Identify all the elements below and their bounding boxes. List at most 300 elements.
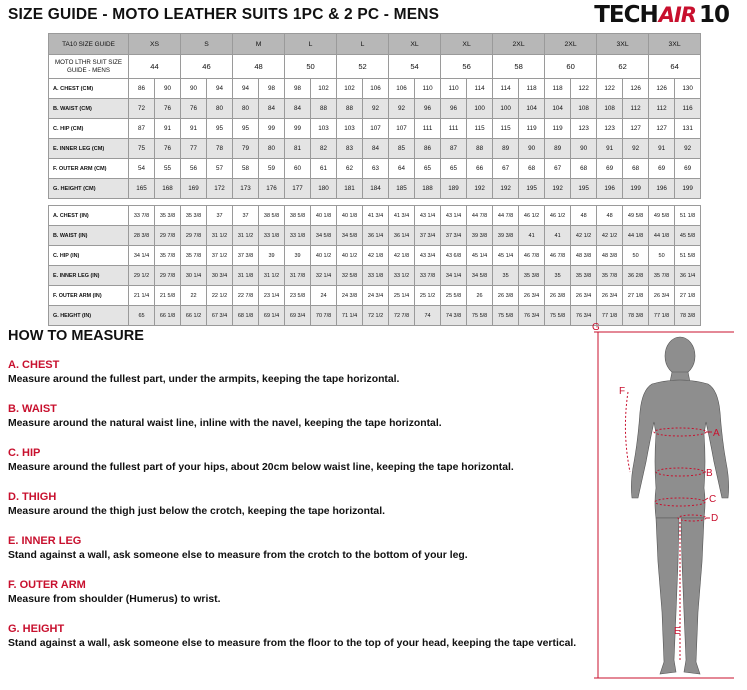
table-cell: 114	[467, 79, 493, 99]
suit-size-cell: 50	[285, 55, 337, 79]
table-cell: 96	[441, 99, 467, 119]
table-cell: 118	[519, 79, 545, 99]
table-cell: 108	[571, 99, 597, 119]
suit-size-cell: 46	[181, 55, 233, 79]
suit-size-cell: 44	[129, 55, 181, 79]
table-cell: 115	[467, 119, 493, 139]
table-cell: 196	[649, 179, 675, 199]
table-cell: 37	[233, 206, 259, 226]
table-cell: 95	[207, 119, 233, 139]
table-cell: 106	[363, 79, 389, 99]
suit-size-cell: 56	[441, 55, 493, 79]
table-cell: 26 3/4	[571, 286, 597, 306]
table-cell: 40 1/8	[311, 206, 337, 226]
table-cell: 192	[467, 179, 493, 199]
table-cell: 68 1/8	[233, 306, 259, 326]
label-c: C	[709, 494, 717, 505]
table-cell: 91	[181, 119, 207, 139]
table-cell: 29 7/8	[155, 266, 181, 286]
table-cell: 35 7/8	[181, 246, 207, 266]
page-title: SIZE GUIDE - MOTO LEATHER SUITS 1PC & 2 PC - MENS	[8, 6, 440, 23]
table-cell: 42 1/8	[363, 246, 389, 266]
table-cell: 33 1/8	[363, 266, 389, 286]
body-measurement-figure	[592, 322, 742, 688]
table-cell: 37	[207, 206, 233, 226]
logo-air: AIR	[658, 3, 696, 27]
table-cell: 35 7/8	[155, 246, 181, 266]
table-row	[49, 266, 701, 286]
table-cell: 55	[155, 159, 181, 179]
table-cell: 77	[181, 139, 207, 159]
table-cell: 76 3/4	[519, 306, 545, 326]
table-row	[49, 159, 701, 179]
table-cell: 184	[363, 179, 389, 199]
tech-air-10-logo	[594, 1, 729, 29]
table-cell: 35 3/8	[181, 206, 207, 226]
size-header-cell: 2XL	[493, 34, 545, 55]
measure-title: C. HIP	[8, 447, 41, 459]
suit-size-cell: 62	[597, 55, 649, 79]
table-cell: 76	[181, 99, 207, 119]
table-cell: 108	[597, 99, 623, 119]
table-cell: 31 7/8	[285, 266, 311, 286]
table-cell: 36 2/8	[623, 266, 649, 286]
table-cell: 49 5/8	[623, 206, 649, 226]
table-cell: 36 1/4	[675, 266, 701, 286]
table-cell: 67 3/4	[207, 306, 233, 326]
measure-item-chest	[8, 359, 598, 403]
table-cell: 60	[285, 159, 311, 179]
table-cell: 102	[311, 79, 337, 99]
suit-size-cell: 48	[233, 55, 285, 79]
table-cell: 25 1/4	[389, 286, 415, 306]
table-cell: 127	[623, 119, 649, 139]
table-cell: 40 1/2	[337, 246, 363, 266]
label-b: B	[706, 468, 713, 479]
table-cell: 88	[467, 139, 493, 159]
table-cell: 91	[155, 119, 181, 139]
table-cell: 98	[285, 79, 311, 99]
table-cell: 78 3/8	[675, 306, 701, 326]
table-cell: 199	[675, 179, 701, 199]
table-cell: 33 1/8	[259, 226, 285, 246]
table-cell: 78 3/8	[623, 306, 649, 326]
table-cell: 50	[623, 246, 649, 266]
table-cell: 119	[519, 119, 545, 139]
table-cell: 65	[441, 159, 467, 179]
size-header-cell: S	[181, 34, 233, 55]
table-cell: 100	[467, 99, 493, 119]
size-header-cell: 3XL	[649, 34, 701, 55]
table-cell: 61	[311, 159, 337, 179]
table-cell: 76 3/4	[571, 306, 597, 326]
table-cell: 106	[389, 79, 415, 99]
table-cell: 90	[571, 139, 597, 159]
logo-tech: TECH	[594, 2, 658, 28]
table-cell: 59	[259, 159, 285, 179]
row-label: F. OUTER ARM (IN)	[49, 286, 129, 306]
table-cell: 44 7/8	[467, 206, 493, 226]
table-cell: 122	[571, 79, 597, 99]
table-cell: 21 1/4	[129, 286, 155, 306]
measure-text: Measure around the thigh just below the crotch, keeping the tape horizontal.	[8, 506, 385, 517]
table-cell: 26 3/4	[649, 286, 675, 306]
table-cell: 69	[675, 159, 701, 179]
table-cell: 192	[493, 179, 519, 199]
table-cell: 104	[519, 99, 545, 119]
table-cell: 36 1/4	[389, 226, 415, 246]
table-cell: 85	[389, 139, 415, 159]
table-cell: 196	[597, 179, 623, 199]
table-cell: 26	[467, 286, 493, 306]
table-cell: 58	[233, 159, 259, 179]
table-cell: 69	[597, 159, 623, 179]
table-cell: 110	[415, 79, 441, 99]
table-cell: 24	[311, 286, 337, 306]
table-cell: 87	[129, 119, 155, 139]
table-cell: 80	[233, 99, 259, 119]
size-header-cell: M	[233, 34, 285, 55]
table-cell: 34 5/8	[337, 226, 363, 246]
table-cell: 102	[337, 79, 363, 99]
table-row	[49, 246, 701, 266]
table-cell: 131	[675, 119, 701, 139]
table-cell: 48 3/8	[597, 246, 623, 266]
table-cell: 29 1/2	[129, 266, 155, 286]
table-cell: 195	[519, 179, 545, 199]
table-cell: 68	[623, 159, 649, 179]
table-cell: 86	[129, 79, 155, 99]
table-cell: 33 1/8	[285, 226, 311, 246]
table-cell: 107	[389, 119, 415, 139]
table-cell: 180	[311, 179, 337, 199]
size-table	[48, 33, 701, 326]
table-cell: 67	[545, 159, 571, 179]
table-cell: 99	[285, 119, 311, 139]
measure-item-waist	[8, 403, 598, 447]
table-cell: 45 1/4	[493, 246, 519, 266]
table-cell: 46 1/2	[545, 206, 571, 226]
measure-text: Measure around the natural waist line, inline with the navel, keeping the tape horizontal.	[8, 418, 442, 429]
size-header-cell: L	[337, 34, 389, 55]
table-cell: 103	[311, 119, 337, 139]
table-cell: 72 1/2	[363, 306, 389, 326]
measure-title: E. INNER LEG	[8, 535, 82, 547]
table-cell: 22	[181, 286, 207, 306]
table-cell: 72 7/8	[389, 306, 415, 326]
table-row	[49, 226, 701, 246]
table-cell: 96	[415, 99, 441, 119]
table-cell: 88	[311, 99, 337, 119]
table-cell: 44 1/8	[623, 226, 649, 246]
table-cell: 44 1/8	[649, 226, 675, 246]
table-cell: 98	[259, 79, 285, 99]
measure-text: Measure around the fullest part, under the armpits, keeping the tape horizontal.	[8, 374, 400, 385]
table-cell: 86	[415, 139, 441, 159]
table-row	[49, 206, 701, 226]
table-cell: 72	[129, 99, 155, 119]
table-cell: 39	[259, 246, 285, 266]
table-cell: 43 3/4	[415, 246, 441, 266]
table-cell: 192	[545, 179, 571, 199]
table-cell: 43 1/4	[415, 206, 441, 226]
table-cell: 100	[493, 99, 519, 119]
table-cell: 92	[623, 139, 649, 159]
row-label: G. HEIGHT (CM)	[49, 179, 129, 199]
table-cell: 67	[493, 159, 519, 179]
table-cell: 41	[545, 226, 571, 246]
table-cell: 65	[415, 159, 441, 179]
table-cell: 27 1/8	[675, 286, 701, 306]
table-cell: 76	[155, 139, 181, 159]
table-cell: 26 3/8	[545, 286, 571, 306]
table-cell: 39 3/8	[493, 226, 519, 246]
table-cell: 35 3/8	[155, 206, 181, 226]
table-cell: 77 1/8	[597, 306, 623, 326]
table-cell: 89	[493, 139, 519, 159]
table-cell: 26 3/4	[597, 286, 623, 306]
table-cell: 112	[623, 99, 649, 119]
table-cell: 75 5/8	[545, 306, 571, 326]
measure-text: Measure from shoulder (Humerus) to wrist.	[8, 594, 221, 605]
table-cell: 114	[493, 79, 519, 99]
size-guide-header-label: TA10 SIZE GUIDE	[49, 34, 129, 55]
table-cell: 38 5/8	[285, 206, 311, 226]
table-cell: 126	[649, 79, 675, 99]
table-cell: 35 3/8	[519, 266, 545, 286]
label-d: D	[711, 513, 719, 524]
table-cell: 31 1/2	[207, 226, 233, 246]
table-cell: 91	[649, 139, 675, 159]
table-cell: 71 1/4	[337, 306, 363, 326]
table-row	[49, 79, 701, 99]
table-cell: 181	[337, 179, 363, 199]
table-spacer	[49, 199, 701, 206]
size-header-cell: 2XL	[545, 34, 597, 55]
row-label: C. HIP (IN)	[49, 246, 129, 266]
size-header-cell: XL	[441, 34, 493, 55]
table-cell: 83	[337, 139, 363, 159]
table-cell: 40 1/2	[311, 246, 337, 266]
table-row	[49, 99, 701, 119]
table-cell: 30 1/4	[181, 266, 207, 286]
table-cell: 118	[545, 79, 571, 99]
table-cell: 76	[155, 99, 181, 119]
table-cell: 99	[259, 119, 285, 139]
table-cell: 37 3/8	[233, 246, 259, 266]
measure-title: A. CHEST	[8, 359, 60, 371]
table-cell: 68	[519, 159, 545, 179]
table-cell: 119	[545, 119, 571, 139]
table-cell: 27 1/8	[623, 286, 649, 306]
table-cell: 35 3/8	[571, 266, 597, 286]
table-row	[49, 286, 701, 306]
table-cell: 168	[155, 179, 181, 199]
table-cell: 92	[675, 139, 701, 159]
table-cell: 81	[285, 139, 311, 159]
table-cell: 195	[571, 179, 597, 199]
table-cell: 46 7/8	[519, 246, 545, 266]
size-header-cell: 3XL	[597, 34, 649, 55]
table-cell: 75 5/8	[467, 306, 493, 326]
table-cell: 66	[467, 159, 493, 179]
measure-title: G. HEIGHT	[8, 623, 65, 635]
table-cell: 48 3/8	[571, 246, 597, 266]
table-cell: 199	[623, 179, 649, 199]
table-cell: 24 3/8	[337, 286, 363, 306]
table-cell: 94	[233, 79, 259, 99]
table-cell: 84	[363, 139, 389, 159]
table-cell: 35 7/8	[597, 266, 623, 286]
table-cell: 48	[597, 206, 623, 226]
table-cell: 84	[285, 99, 311, 119]
table-cell: 32 1/4	[311, 266, 337, 286]
suit-size-label: MOTO LTHR SUIT SIZE GUIDE - MENS	[49, 55, 129, 79]
table-cell: 94	[207, 79, 233, 99]
label-e: E	[674, 626, 681, 637]
table-cell: 56	[181, 159, 207, 179]
table-cell: 42 1/2	[597, 226, 623, 246]
table-cell: 91	[597, 139, 623, 159]
row-label: G. HEIGHT (IN)	[49, 306, 129, 326]
table-cell: 112	[649, 99, 675, 119]
table-cell: 69 1/4	[259, 306, 285, 326]
table-cell: 89	[545, 139, 571, 159]
table-cell: 31 1/8	[233, 266, 259, 286]
table-cell: 26 3/8	[493, 286, 519, 306]
logo-ten: 10	[698, 2, 729, 28]
table-cell: 66 1/8	[155, 306, 181, 326]
table-cell: 90	[519, 139, 545, 159]
table-cell: 28 3/8	[129, 226, 155, 246]
table-cell: 51 5/8	[675, 246, 701, 266]
table-cell: 107	[363, 119, 389, 139]
table-cell: 177	[285, 179, 311, 199]
table-cell: 45 5/8	[675, 226, 701, 246]
measure-text: Stand against a wall, ask someone else to measure from the crotch to the bottom of your leg.	[8, 550, 468, 561]
table-cell: 95	[233, 119, 259, 139]
table-cell: 77 1/8	[649, 306, 675, 326]
table-cell: 63	[363, 159, 389, 179]
table-cell: 68	[571, 159, 597, 179]
table-cell: 49 5/8	[649, 206, 675, 226]
table-cell: 189	[441, 179, 467, 199]
table-cell: 46 1/2	[519, 206, 545, 226]
spacer-cell	[49, 199, 701, 206]
table-cell: 70 7/8	[311, 306, 337, 326]
table-cell: 90	[181, 79, 207, 99]
table-cell: 23 1/4	[259, 286, 285, 306]
table-cell: 92	[363, 99, 389, 119]
table-cell: 51 1/8	[675, 206, 701, 226]
size-header-cell: L	[285, 34, 337, 55]
table-cell: 79	[233, 139, 259, 159]
table-cell: 41 3/4	[389, 206, 415, 226]
row-label: B. WAIST (CM)	[49, 99, 129, 119]
table-cell: 44 7/8	[493, 206, 519, 226]
row-label: A. CHEST (IN)	[49, 206, 129, 226]
suit-size-cell: 64	[649, 55, 701, 79]
suit-size-cell: 54	[389, 55, 441, 79]
table-cell: 103	[337, 119, 363, 139]
table-cell: 41	[519, 226, 545, 246]
table-cell: 42 1/2	[571, 226, 597, 246]
table-cell: 69 3/4	[285, 306, 311, 326]
table-cell: 82	[311, 139, 337, 159]
table-cell: 74	[415, 306, 441, 326]
table-cell: 130	[675, 79, 701, 99]
table-cell: 165	[129, 179, 155, 199]
table-cell: 65	[129, 306, 155, 326]
table-cell: 35	[545, 266, 571, 286]
size-header-cell: XL	[389, 34, 441, 55]
table-cell: 111	[415, 119, 441, 139]
size-header-cell: XS	[129, 34, 181, 55]
table-cell: 40 1/8	[337, 206, 363, 226]
table-cell: 104	[545, 99, 571, 119]
row-label: E. INNER LEG (CM)	[49, 139, 129, 159]
table-cell: 84	[259, 99, 285, 119]
measure-title: B. WAIST	[8, 403, 57, 415]
table-cell: 41 3/4	[363, 206, 389, 226]
table-cell: 169	[181, 179, 207, 199]
table-cell: 46 7/8	[545, 246, 571, 266]
table-cell: 57	[207, 159, 233, 179]
table-cell: 38 5/8	[259, 206, 285, 226]
measure-title: F. OUTER ARM	[8, 579, 86, 591]
table-cell: 115	[493, 119, 519, 139]
table-cell: 78	[207, 139, 233, 159]
table-cell: 87	[441, 139, 467, 159]
table-cell: 29 7/8	[155, 226, 181, 246]
table-cell: 111	[441, 119, 467, 139]
table-cell: 90	[155, 79, 181, 99]
measure-item-inner-leg	[8, 535, 598, 579]
table-cell: 75	[129, 139, 155, 159]
table-cell: 75 5/8	[493, 306, 519, 326]
table-cell: 122	[597, 79, 623, 99]
table-cell: 54	[129, 159, 155, 179]
row-label: F. OUTER ARM (CM)	[49, 159, 129, 179]
measure-item-hip	[8, 447, 598, 491]
measure-item-height	[8, 623, 598, 667]
suit-size-cell: 60	[545, 55, 597, 79]
table-cell: 32 5/8	[337, 266, 363, 286]
table-cell: 34 1/4	[129, 246, 155, 266]
table-cell: 37 1/2	[207, 246, 233, 266]
suit-size-cell: 58	[493, 55, 545, 79]
row-label: E. INNER LEG (IN)	[49, 266, 129, 286]
table-cell: 50	[649, 246, 675, 266]
table-cell: 74 3/8	[441, 306, 467, 326]
table-cell: 173	[233, 179, 259, 199]
table-cell: 185	[389, 179, 415, 199]
table-cell: 110	[441, 79, 467, 99]
table-cell: 62	[337, 159, 363, 179]
measure-item-thigh	[8, 491, 598, 535]
suit-size-cell: 52	[337, 55, 389, 79]
table-cell: 30 3/4	[207, 266, 233, 286]
table-cell: 123	[571, 119, 597, 139]
measure-text: Measure around the fullest part of your hips, about 20cm below waist line, keeping the tape horizontal.	[8, 462, 514, 473]
table-cell: 69	[649, 159, 675, 179]
table-cell: 23 5/8	[285, 286, 311, 306]
table-cell: 116	[675, 99, 701, 119]
table-cell: 37 3/4	[415, 226, 441, 246]
label-a: A	[713, 428, 720, 439]
table-cell: 88	[337, 99, 363, 119]
table-cell: 39	[285, 246, 311, 266]
